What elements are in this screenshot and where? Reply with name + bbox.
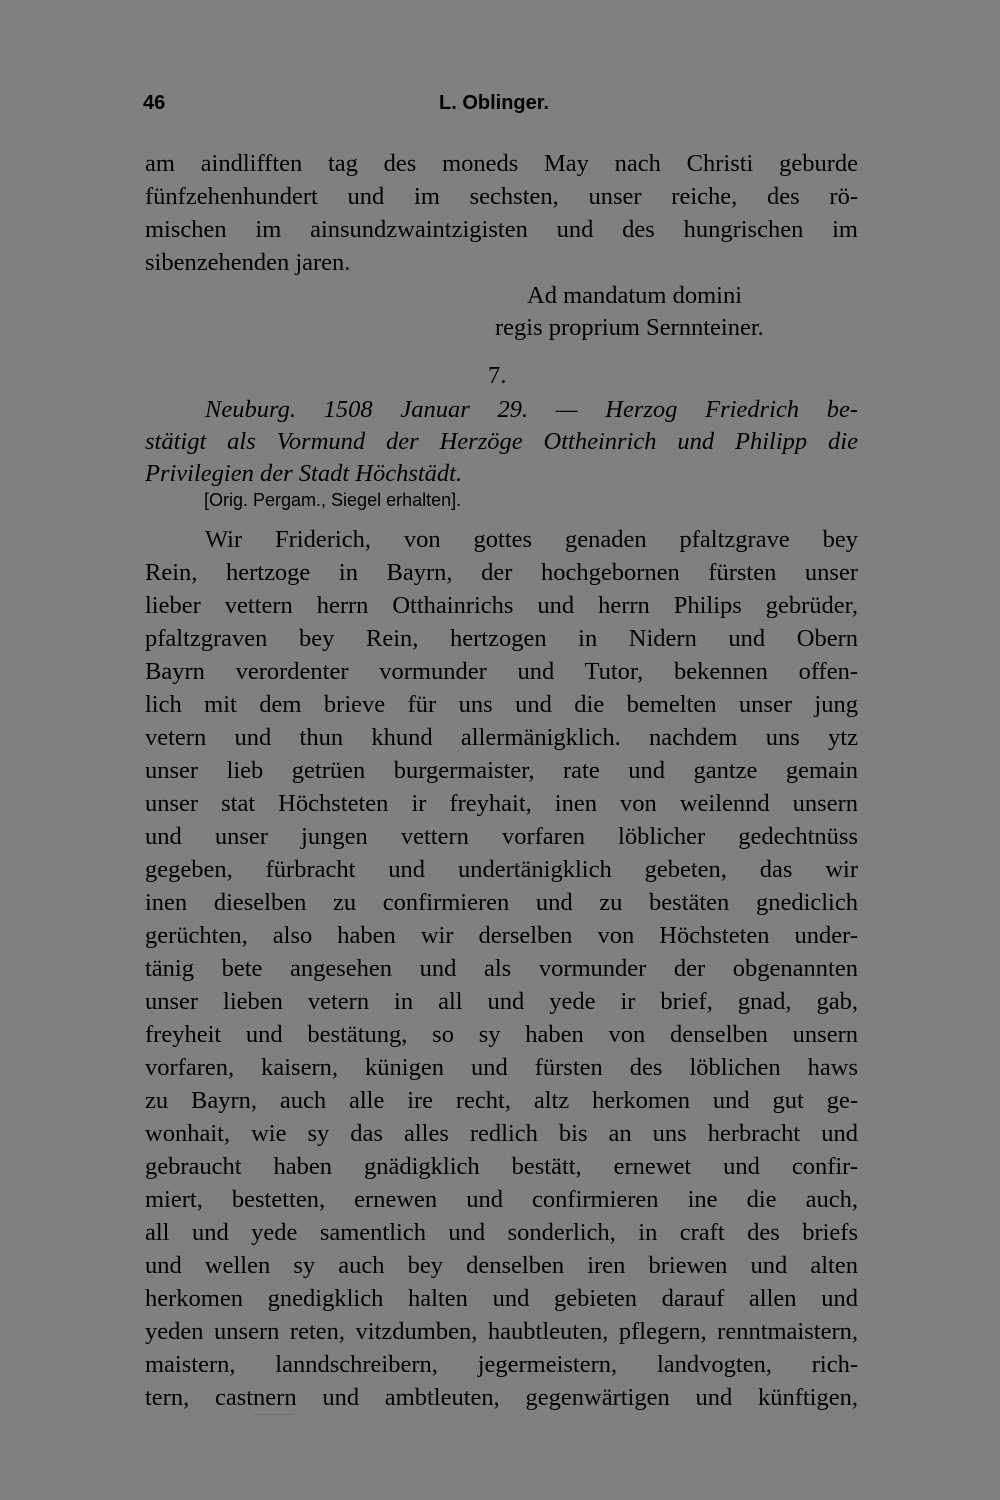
running-title: L. Oblinger. [439, 92, 550, 114]
body-line: Rein, hertzoge in Bayrn, der hochgebornen fürsten unser [145, 559, 858, 586]
regest-line: Privilegien der Stadt Höchstädt. [145, 460, 463, 487]
body-line: all und yede samentlich und sonderlich, in craft des briefs [145, 1219, 858, 1246]
body-line: pfaltzgraven bey Rein, hertzogen in Nidern und Obern [145, 625, 858, 652]
body-line: inen dieselben zu confirmieren und zu bestäten gnediclich [145, 889, 858, 916]
intro-line: fünfzehenhundert und im sechsten, unser reiche, des rö- [145, 183, 858, 210]
intro-line: am aindlifften tag des moneds May nach Christi geburde [145, 150, 858, 177]
intro-line: sibenzehenden jaren. [145, 249, 351, 276]
signature-line: regis proprium Sernnteiner. [495, 314, 764, 341]
body-line: Wir Friderich, von gottes genaden pfaltzgrave bey [205, 526, 858, 553]
body-line: lich mit dem brieve für uns und die bemelten unser jung [145, 691, 858, 718]
intro-line: mischen im ainsundzwaintzigisten und des hungrischen im [145, 216, 858, 243]
footer-rule [254, 1414, 294, 1415]
body-line: miert, bestetten, ernewen und confirmieren ine die auch, [145, 1186, 858, 1213]
document-number: 7. [488, 362, 507, 389]
body-line: gerüchten, also haben wir derselben von Höchsteten under- [145, 922, 858, 949]
body-line: maistern, lanndschreibern, jegermeistern, landvogten, rich- [145, 1351, 858, 1378]
body-line: unser lieben vetern in all und yede ir brief, gnad, gab, [145, 988, 858, 1015]
body-line: wonhait, wie sy das alles redlich bis an uns herbracht und [145, 1120, 858, 1147]
page-number: 46 [143, 92, 166, 114]
body-line: Bayrn verordenter vormunder und Tutor, bekennen offen- [145, 658, 858, 685]
regest-line: Neuburg. 1508 Januar 29. — Herzog Friedrich be- [205, 396, 858, 423]
body-line: vetern und thun khund allermänigklich. nachdem uns ytz [145, 724, 858, 751]
body-line: gebraucht haben gnädigklich bestätt, ernewet und confir- [145, 1153, 858, 1180]
body-line: yeden unsern reten, vitzdumben, haubtleuten, pflegern, renntmaistern, [145, 1318, 858, 1345]
body-line: zu Bayrn, auch alle ire recht, altz herkomen und gut ge- [145, 1087, 858, 1114]
body-line: vorfaren, kaisern, künigen und fürsten des löblichen haws [145, 1054, 858, 1081]
body-line: unser stat Höchsteten ir freyhait, inen von weilennd unsern [145, 790, 858, 817]
source-note: [Orig. Pergam., Siegel erhalten]. [204, 490, 462, 510]
body-line: und unser jungen vettern vorfaren löblicher gedechtnüss [145, 823, 858, 850]
body-line: unser lieb getrüen burgermaister, rate und gantze gemain [145, 757, 858, 784]
signature-line: Ad mandatum domini [527, 282, 743, 309]
body-line: und wellen sy auch bey denselben iren briewen und alten [145, 1252, 858, 1279]
body-line: tern, castnern und ambtleuten, gegenwärtigen und künftigen, [145, 1384, 858, 1411]
body-line: gegeben, fürbracht und undertänigklich gebeten, das wir [145, 856, 858, 883]
body-line: herkomen gnedigklich halten und gebieten darauf allen und [145, 1285, 858, 1312]
page-header [143, 92, 861, 122]
body-line: freyheit und bestätung, so sy haben von denselben unsern [145, 1021, 858, 1048]
regest-line: stätigt als Vormund der Herzöge Ottheinrich und Philipp die [145, 428, 858, 455]
body-line: lieber vettern herrn Otthainrichs und herrn Philips gebrüder, [145, 592, 858, 619]
body-line: tänig bete angesehen und als vormunder der obgenannten [145, 955, 858, 982]
